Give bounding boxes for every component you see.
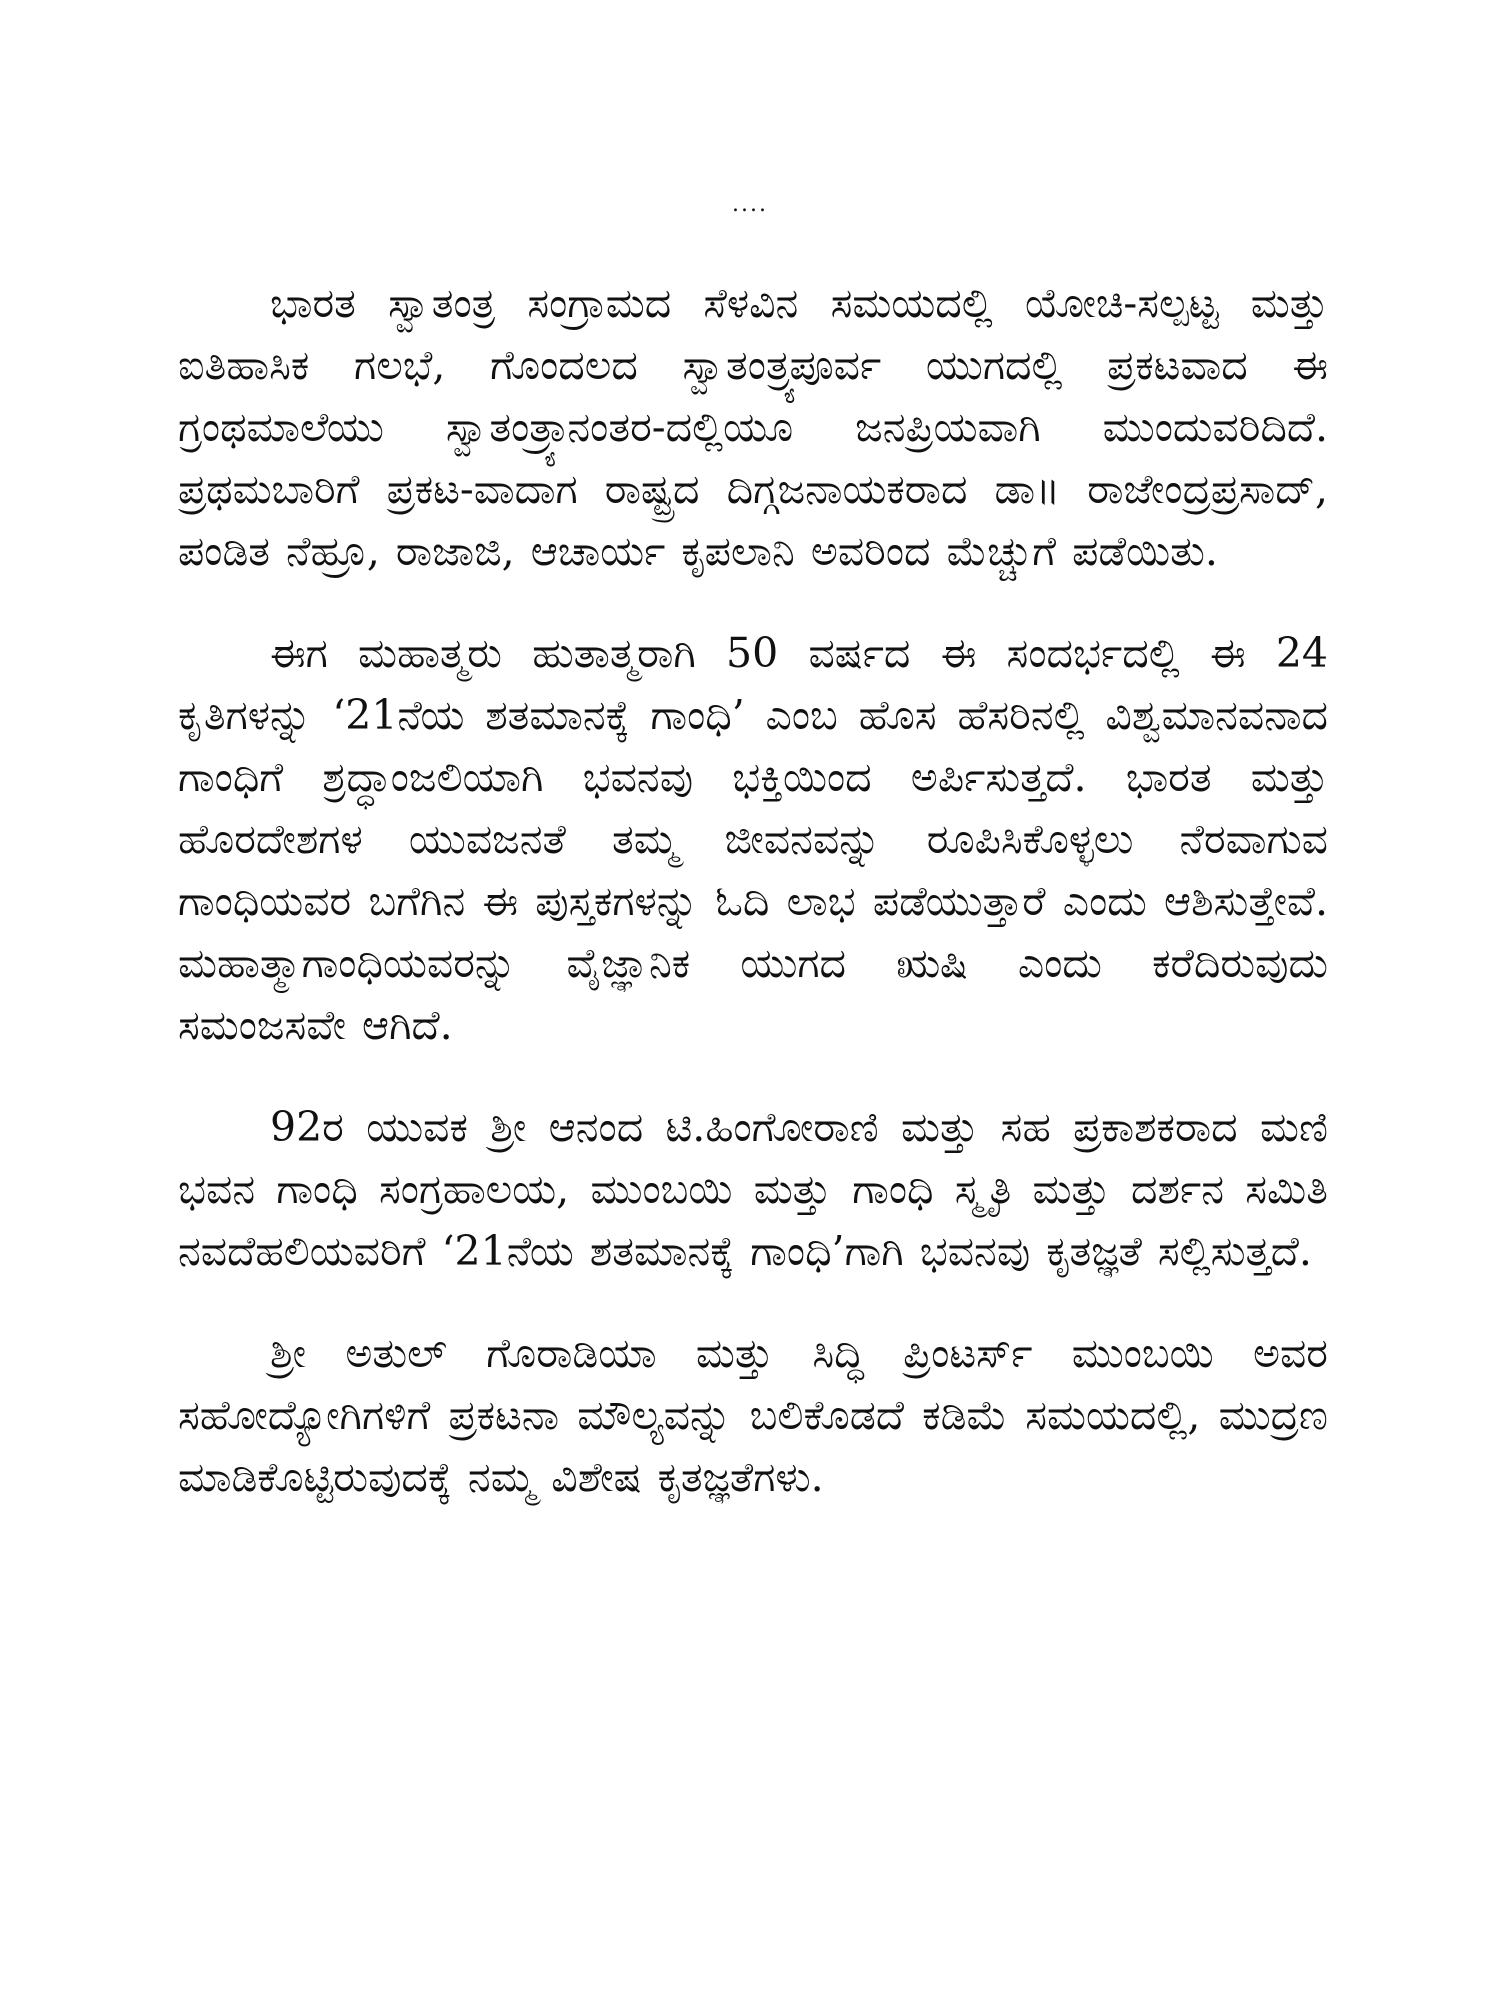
paragraph-4: ಶ್ರೀ ಅತುಲ್ ಗೊರಾಡಿಯಾ ಮತ್ತು ಸಿದ್ಧಿ ಪ್ರಿಂಟರ್ಸ್ ಮುಂಬಯಿ ಅವರ ಸಹೋದ್ಯೋಗಿಗಳಿಗೆ ಪ್ರಕಟನಾ ಮೌಲ್ಯವನ್ನು ಬಲಿಕೊಡದೆ ಕಡಿಮೆ ಸಮಯದಲ್ಲಿ, ಮುದ್ರಣ ಮಾಡಿಕೊಟ್ಟಿರುವುದಕ್ಕೆ ನಮ್ಮ ವಿಶೇಷ ಕೃತಜ್ಞತೆಗಳು.: [178, 1329, 1328, 1501]
paragraph-1: ಭಾರತ ಸ್ವಾತಂತ್ರ ಸಂಗ್ರಾಮದ ಸೆಳವಿನ ಸಮಯದಲ್ಲಿ ಯೋಚಿ-ಸಲ್ಪಟ್ಟ ಮತ್ತು ಐತಿಹಾಸಿಕ ಗಲಭೆ, ಗೊಂದಲದ ಸ್ವಾತಂತ್ರ್ಯಪೂರ್ವ ಯುಗದಲ್ಲಿ ಪ್ರಕಟವಾದ ಈ ಗ್ರಂಥಮಾಲೆಯು ಸ್ವಾತಂತ್ರ್ಯಾನಂತರ-ದಲ್ಲಿಯೂ ಜನಪ್ರಿಯವಾಗಿ ಮುಂದುವರಿದಿದೆ. ಪ್ರಥಮಬಾರಿಗೆ ಪ್ರಕಟ-ವಾದಾಗ ರಾಷ್ಟ್ರದ ದಿಗ್ಗಜನಾಯಕರಾದ ಡಾ॥ ರಾಜೇಂದ್ರಪ್ರಸಾದ್, ಪಂಡಿತ ನೆಹ್ರೂ, ರಾಜಾಜಿ, ಆಚಾರ್ಯ ಕೃಪಲಾನಿ ಅವರಿಂದ ಮೆಚ್ಚುಗೆ ಪಡೆಯಿತು.: [178, 279, 1328, 575]
paragraph-2: ಈಗ ಮಹಾತ್ಮರು ಹುತಾತ್ಮರಾಗಿ 50 ವರ್ಷದ ಈ ಸಂದರ್ಭದಲ್ಲಿ ಈ 24 ಕೃತಿಗಳನ್ನು ‘21ನೆಯ ಶತಮಾನಕ್ಕೆ ಗಾಂಧಿ’ ಎಂಬ ಹೊಸ ಹೆಸರಿನಲ್ಲಿ ವಿಶ್ವಮಾನವನಾದ ಗಾಂಧಿಗೆ ಶ್ರದ್ಧಾಂಜಲಿಯಾಗಿ ಭವನವು ಭಕ್ತಿಯಿಂದ ಅರ್ಪಿಸುತ್ತದೆ. ಭಾರತ ಮತ್ತು ಹೊರದೇಶಗಳ ಯುವಜನತೆ ತಮ್ಮ ಜೀವನವನ್ನು ರೂಪಿಸಿಕೊಳ್ಳಲು ನೆರವಾಗುವ ಗಾಂಧಿಯವರ ಬಗೆಗಿನ ಈ ಪುಸ್ತಕಗಳನ್ನು ಓದಿ ಲಾಭ ಪಡೆಯುತ್ತಾರೆ ಎಂದು ಆಶಿಸುತ್ತೇವೆ. ಮಹಾತ್ಮಾಗಾಂಧಿಯವರನ್ನು ವೈಜ್ಞಾನಿಕ ಯುಗದ ಋಷಿ ಎಂದು ಕರೆದಿರುವುದು ಸಮಂಜಸವೇ ಆಗಿದೆ.: [178, 629, 1328, 1049]
body-text: [178, 272, 1328, 1548]
page-marker: ....: [732, 192, 768, 217]
paragraph-3: 92ರ ಯುವಕ ಶ್ರೀ ಆನಂದ ಟಿ.ಹಿಂಗೋರಾಣಿ ಮತ್ತು ಸಹ ಪ್ರಕಾಶಕರಾದ ಮಣಿ ಭವನ ಗಾಂಧಿ ಸಂಗ್ರಹಾಲಯ, ಮುಂಬಯಿ ಮತ್ತು ಗಾಂಧಿ ಸ್ಮೃತಿ ಮತ್ತು ದರ್ಶನ ಸಮಿತಿ ನವದೆಹಲಿಯವರಿಗೆ ‘21ನೆಯ ಶತಮಾನಕ್ಕೆ ಗಾಂಧಿ’ಗಾಗಿ ಭವನವು ಕೃತಜ್ಞತೆ ಸಲ್ಲಿಸುತ್ತದೆ.: [178, 1103, 1328, 1275]
